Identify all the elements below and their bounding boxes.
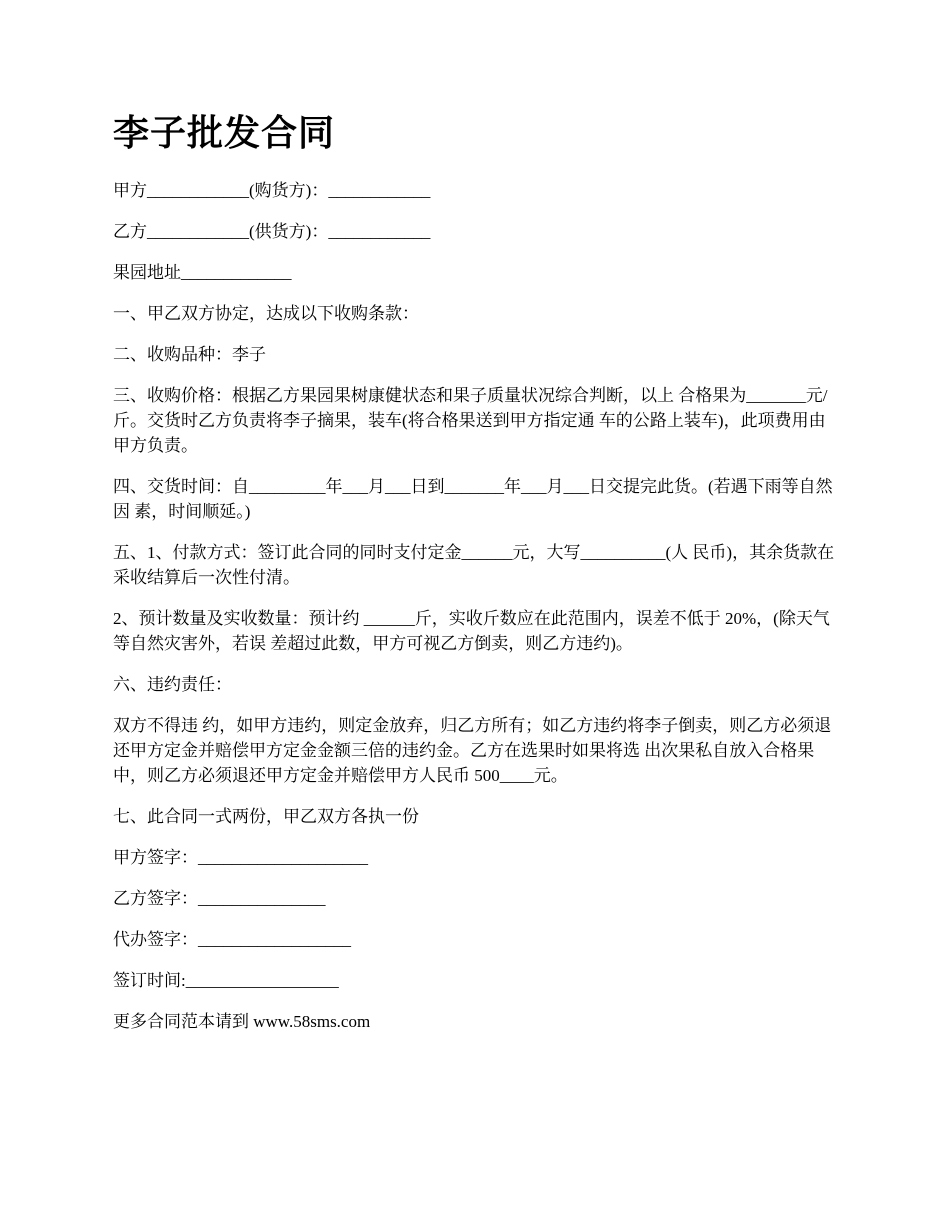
party-b-line: 乙方____________(供货方)：____________ [113,222,431,241]
clause-4-delivery-time: 四、交货时间：自_________年___月___日到_______年___月___日交提完此货。(若遇下雨等自然因 素，时间顺延。) [113,477,833,521]
footer-note: 更多合同范本请到 www.58sms.com [113,1012,371,1031]
clause-5-quantity: 2、预计数量及实收数量：预计约 ______斤，实收斤数应在此范围内，误差不低于 20%，(除天气等自然灾害外，若误 差超过此数，甲方可视乙方倒卖，则乙方违约)。 [113,609,830,653]
clause-6-liability: 双方不得违 约，如甲方违约，则定金放弃，归乙方所有；如乙方违约将李子倒卖，则乙方必须退 还甲方定金并赔偿甲方定金金额三倍的违约金。乙方在选果时如果将选 出次果私自放入合格果中，则乙方必须退还甲方定金并赔偿甲方人民币 500____元。 [113,716,836,785]
party-a-line: 甲方____________(购货方)：____________ [113,181,431,200]
page-title: 李子批发合同 [113,113,336,154]
clause-6-heading: 六、违约责任： [113,675,232,694]
clause-1: 一、甲乙双方协定，达成以下收购条款： [113,304,419,323]
clause-2-variety: 二、收购品种：李子 [113,345,266,364]
agent-signature-line: 代办签字：__________________ [113,930,351,949]
document-page [113,108,835,1050]
party-b-signature-line: 乙方签字：_______________ [113,889,326,908]
clause-3-price: 三、收购价格：根据乙方果园果树康健状态和果子质量状况综合判断，以上 合格果为_______元/斤。交货时乙方负责将李子摘果，装车(将合格果送到甲方指定通 车的公路上装车)，此项费用由甲方负责。 [113,386,828,455]
orchard-address-line: 果园地址_____________ [113,263,292,282]
clause-7-copies: 七、此合同一式两份，甲乙双方各执一份 [113,807,419,826]
party-a-signature-line: 甲方签字：____________________ [113,848,368,867]
signing-date-line: 签订时间:__________________ [113,971,339,990]
clause-5-payment: 五、1、付款方式：签订此合同的同时支付定金______元，大写__________(人 民币)，其余货款在采收结算后一次性付清。 [113,543,835,587]
